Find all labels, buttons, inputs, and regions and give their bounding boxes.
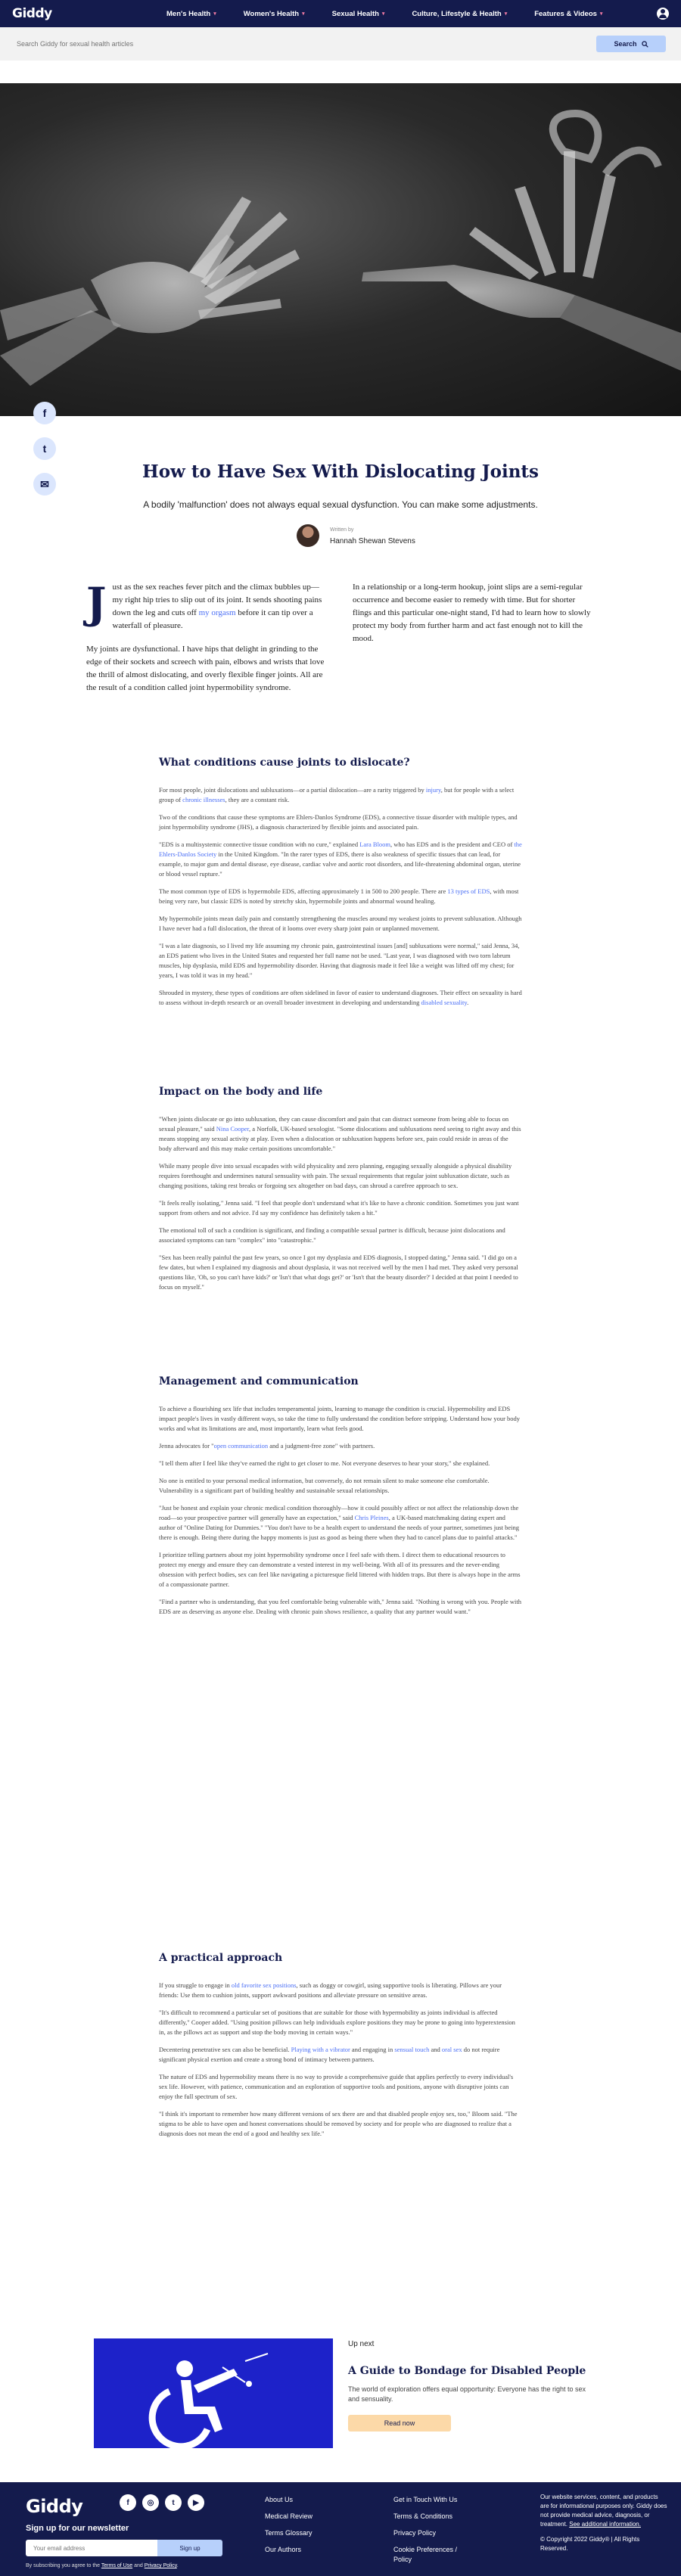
body-paragraph: The nature of EDS and hypermobility means there is no way to provide a comprehensive guide that applies perfectly to every individual's sex life. However, with patience, communication and an exploration of supportive tools and positions, anyone with disruptive joints can enjoy the full spectrum of sex. bbox=[159, 2073, 514, 2100]
footer-link-about-us[interactable]: About Us bbox=[265, 2496, 294, 2503]
terms-of-use-link[interactable]: Terms of Use bbox=[101, 2563, 133, 2568]
body-paragraph: "I was a late diagnosis, so I lived my life assuming my chronic pain, gastrointestinal issues [and] subluxations were normal," said Jenna, 34, an EDS patient who lives in the United States and requested her full name not be used. "Last year, I was diagnosed with two torn labrum muscles, hip dysplasia, mild EDS and hypermobility disorder. Having that diagnosis made it feel like a weight was lifted off my chest; for years, I was told it was in my head." bbox=[159, 942, 520, 979]
body-paragraph: The emotional toll of such a condition is significant, and finding a compatible sexual partner is difficult, because joint dislocations and associated symptoms can turn "complex" into "catastrophic." bbox=[159, 1226, 505, 1244]
body-paragraph: For most people, joint dislocations and subluxations—or a partial dislocation—are a rarity triggered by injury, but for people with a select group of chronic illnesses, they are a constant risk. bbox=[159, 786, 515, 803]
link-old-favorite-positions[interactable]: old favorite sex positions bbox=[231, 1981, 297, 1989]
section-heading-practical: A practical approach bbox=[159, 1952, 283, 1964]
search-button[interactable] bbox=[596, 36, 666, 52]
nav-item-label: Culture, Lifestyle & Health bbox=[412, 9, 502, 18]
body-paragraph: No one is entitled to your personal medical information, but conversely, do not remain silent to make someone else comfortable. Vulnerability is a significant part of building healthy and sustainable sexual relationships. bbox=[159, 1477, 490, 1494]
footer-logo[interactable]: Giddy bbox=[26, 2496, 83, 2517]
section-heading-conditions: What conditions cause joints to dislocate? bbox=[159, 757, 410, 769]
chevron-down-icon: ▾ bbox=[599, 11, 603, 17]
author-name[interactable]: Hannah Shewan Stevens bbox=[330, 537, 415, 545]
body-paragraph: "It's difficult to recommend a particular set of positions that are suitable for those with hypermobility as joints individual is affected differently," Cooper added. "Using position pillows can help individuals explore positions they may be prone to going into hyperextension in, as the pillows act as support and stop the body moving in certain ways." bbox=[159, 2009, 515, 2036]
search-bar bbox=[0, 27, 681, 61]
read-now-button[interactable]: Read now bbox=[348, 2415, 451, 2432]
nav-item-label: Sexual Health bbox=[331, 9, 379, 18]
link-oral-sex[interactable]: oral sex bbox=[441, 2046, 462, 2053]
newsletter-heading: Sign up for our newsletter bbox=[26, 2524, 129, 2533]
chevron-down-icon: ▾ bbox=[213, 11, 216, 17]
share-email-icon[interactable]: ✉ bbox=[33, 473, 56, 496]
footer-link-medical-review[interactable]: Medical Review bbox=[265, 2512, 313, 2520]
newsletter-terms: By subscribing you agree to the Terms of Use and Privacy Policy. bbox=[26, 2563, 179, 2568]
up-next-image[interactable] bbox=[94, 2338, 333, 2448]
body-paragraph: "I tell them after I feel like they've earned the right to get closer to me. Not everyone deserves to hear your story," she explained. bbox=[159, 1459, 490, 1467]
legal-disclaimer: Our website services, content, and products are for informational purposes only. Giddy does not provide medical advice, diagnosis, or treatment. See additional information. © Copyright 2022 Giddy® | All Rights Reserved. bbox=[540, 2494, 667, 2552]
nav-item-sexual-health[interactable] bbox=[332, 10, 385, 18]
newsletter-signup-button[interactable]: Sign up bbox=[157, 2540, 222, 2556]
facebook-icon[interactable]: f bbox=[120, 2494, 136, 2511]
body-paragraph: "EDS is a multisystemic connective tissue condition with no cure," explained Lara Bloom, who has EDS and is the president and CEO of the Ehlers-Danlos Society in the United Kingdom. "In the rarer types of EDS, there is also weakness of specific tissues that can lead, for example, to major gum and dental disease, eye disease, cardiac valve and aortic root disorders, and life-threatening abdominal organ, uterine or blood vessel rupture." bbox=[159, 841, 522, 878]
section-heading-management: Management and communication bbox=[159, 1375, 359, 1387]
section-body-impact bbox=[159, 1114, 522, 1300]
share-twitter-icon[interactable]: t bbox=[33, 437, 56, 460]
up-next-title[interactable]: A Guide to Bondage for Disabled People bbox=[348, 2365, 586, 2377]
link-open-communication[interactable]: open communication bbox=[213, 1442, 269, 1450]
nav-item-label: Men's Health bbox=[166, 9, 211, 18]
giddy-logo[interactable]: Giddy bbox=[12, 6, 52, 21]
body-paragraph: If you struggle to engage in old favorite sex positions, such as doggy or cowgirl, using supportive tools is liberating. Pillows are your friends: Use them to cushion joints, support awkward positions and alleviate pressure on sensitive areas. bbox=[159, 1981, 502, 1999]
footer-link-terms-conditions[interactable]: Terms & Conditions bbox=[393, 2512, 453, 2520]
body-paragraph: "Sex has been really painful the past few years, so once I got my dysplasia and EDS diagnosis, I stopped dating," Jenna said. "I did go on a few dates, but when I explained my diagnosis and about dysplasia, it was not received well by the men I had met. They asked very personal questions like, 'Oh, so you can't have kids?' or 'Isn't that what dogs get?' or 'Isn't that the beauty disorder?' I decided at that point I needed to focus on myself." bbox=[159, 1254, 518, 1291]
link-chronic-illnesses[interactable]: chronic illnesses bbox=[182, 796, 225, 803]
body-paragraph: Jenna advocates for "open communication and a judgment-free zone" with partners. bbox=[159, 1442, 375, 1450]
link-lara-bloom[interactable]: Lara Bloom bbox=[359, 841, 391, 848]
body-paragraph: "Find a partner who is understanding, that you feel comfortable being vulnerable with," Jenna said. "Nothing is wrong with you. People with EDS are as deserving as anyone else. Dealing with chronic pain shows resilience, a quality that any partner would want." bbox=[159, 1598, 521, 1615]
body-paragraph: "I think it's important to remember how many different versions of sex there are and that disabled people enjoy sex, too," Bloom said. "The stigma to be able to have open and honest conversations should be removed by society and for people who are diagnosed to realize that a diagnosis does not mean the end of a good and healthy sex life." bbox=[159, 2110, 518, 2137]
link-my-orgasm[interactable]: my orgasm bbox=[198, 608, 236, 617]
twitter-icon[interactable]: t bbox=[165, 2494, 182, 2511]
nav-item-features-videos[interactable] bbox=[534, 10, 602, 18]
article-title: How to Have Sex With Dislocating Joints bbox=[141, 461, 539, 482]
section-body-practical bbox=[159, 1981, 522, 2146]
search-input[interactable] bbox=[8, 35, 583, 53]
intro-paragraph: Just as the sex reaches fever pitch and the climax bubbles up—my right hip tries to slip out of its joint. It sends shooting pains down the leg and cuts off my orgasm before it can tip over a waterfall of pleasure. bbox=[86, 579, 322, 630]
chevron-down-icon: ▾ bbox=[302, 11, 305, 17]
up-next-label: Up next bbox=[348, 2340, 375, 2348]
account-icon[interactable] bbox=[657, 8, 669, 20]
search-button-label: Search bbox=[614, 40, 637, 48]
nav-item-label: Features & Videos bbox=[534, 9, 597, 18]
dropcap: J bbox=[86, 579, 107, 629]
body-paragraph: Decentering penetrative sex can also be beneficial. Playing with a vibrator and engaging in sensual touch and oral sex do not require significant physical exertion and create a strong bond of intimacy between partners. bbox=[159, 2046, 500, 2063]
youtube-icon[interactable]: ▶ bbox=[188, 2494, 204, 2511]
top-nav bbox=[0, 0, 681, 27]
body-paragraph: I prioritize telling partners about my joint hypermobility syndrome once I feel safe with them. I direct them to educational resources to protect my energy and ensure they can demonstrate a vested interest in my well-being. With all of its pressures and the never-ending obsession with perfect bodies, sex can feel like navigating a picturesque field littered with hidden traps. But there is always hope in the arms of a compassionate partner. bbox=[159, 1551, 521, 1588]
link-sensual-touch[interactable]: sensual touch bbox=[394, 2046, 430, 2053]
link-13-types-of-eds[interactable]: 13 types of EDS bbox=[447, 887, 490, 895]
link-ehlers-danlos-society[interactable]: the Ehlers-Danlos Society bbox=[159, 841, 522, 858]
intro-column-right bbox=[353, 581, 595, 645]
chevron-down-icon: ▾ bbox=[504, 11, 508, 17]
article-subtitle: A bodily 'malfunction' does not always equal sexual dysfunction. You can make some adjustments. bbox=[143, 499, 538, 510]
section-heading-impact: Impact on the body and life bbox=[159, 1086, 323, 1098]
section-body-management bbox=[159, 1404, 522, 1624]
body-paragraph: Two of the conditions that cause these symptoms are Ehlers-Danlos Syndrome (EDS), a connective tissue disorder with multiple types, and joint hypermobility syndrome (JHS), a diagnosis characterized by flexible joints and associated pain. bbox=[159, 813, 518, 831]
body-paragraph: While many people dive into sexual escapades with wild physicality and zero planning, engaging sexually alongside a physical disability requires forethought and undermines natural sensuality with pain. The sexual requirements that regular joint subluxation dictate, such as changing positions, taking rest breaks or forgoing sex altogether on bad days, can shroud a carefree approach to sex. bbox=[159, 1162, 512, 1189]
link-playing-with-vibrator[interactable]: Playing with a vibrator bbox=[291, 2046, 350, 2053]
body-paragraph: "When joints dislocate or go into subluxation, they can cause discomfort and pain that can distract someone from being able to focus on sexual pleasure," said Nina Cooper, a Norfolk, UK-based sexologist. "Some dislocations and subluxations need seeing to right away and this means stopping any sexual activity at play. Even when a dislocation or subluxation happens before sex, pain could reside in areas of the body afterward and this may make certain positions uncomfortable." bbox=[159, 1115, 521, 1152]
additional-information-link[interactable]: See additional information. bbox=[569, 2521, 641, 2528]
newsletter-email-input[interactable] bbox=[26, 2540, 157, 2556]
link-injury[interactable]: injury bbox=[425, 786, 441, 794]
nav-menu bbox=[166, 0, 602, 27]
link-nina-cooper[interactable]: Nina Cooper bbox=[216, 1125, 250, 1133]
link-disabled-sexuality[interactable]: disabled sexuality bbox=[421, 999, 468, 1006]
nav-item-culture-lifestyle[interactable] bbox=[412, 10, 507, 18]
footer-link-cookie-preferences[interactable]: Cookie Preferences / bbox=[393, 2546, 458, 2553]
search-icon bbox=[642, 41, 648, 48]
footer bbox=[0, 2482, 681, 2576]
nav-item-womens-health[interactable] bbox=[244, 10, 305, 18]
written-by-label: Written by bbox=[330, 527, 354, 533]
body-paragraph: To achieve a flourishing sex life that includes temperamental joints, learning to manage the condition is crucial. Hypermobility and EDS impact people's lives in vastly different ways, so take the time to fully understand the condition before stripping. Understand how your body works and what its limitations are and, most importantly, learn what feels good. bbox=[159, 1405, 521, 1432]
chevron-down-icon: ▾ bbox=[381, 11, 385, 17]
body-paragraph: Shrouded in mystery, these types of conditions are often sidelined in favor of easier to understand diagnoses. Their effect on sexuality is hard to assess without in-depth research or an overall broader investment in developing and understanding disabled sexuality. bbox=[159, 989, 522, 1006]
nav-item-label: Women's Health bbox=[243, 9, 300, 18]
copyright: © Copyright 2022 Giddy® | All Rights Reserved. bbox=[540, 2536, 640, 2552]
footer-link-cookie-policy[interactable]: Policy bbox=[393, 2556, 412, 2563]
intro-paragraph: My joints are dysfunctional. I have hips that delight in grinding to the edge of their sockets and screech with pain, elbows and wrists that love the thrill of almost dislocating, and overly flexible finger joints. All are the result of a condition called joint hypermobility syndrome. bbox=[86, 645, 325, 692]
footer-link-privacy-policy[interactable]: Privacy Policy bbox=[393, 2529, 437, 2537]
body-paragraph: "It feels really isolating," Jenna said. "I feel that people don't understand what it's like to have a chronic condition. Sometimes you just want support from others and not advice. I'd say my confidence has definitely taken a hit." bbox=[159, 1199, 519, 1217]
privacy-policy-link[interactable]: Privacy Policy bbox=[144, 2563, 177, 2568]
hero-xray-hands-image bbox=[0, 83, 681, 416]
section-body-conditions bbox=[159, 785, 522, 1015]
footer-link-terms-glossary[interactable]: Terms Glossary bbox=[265, 2529, 313, 2537]
footer-link-get-in-touch[interactable]: Get in Touch With Us bbox=[393, 2496, 458, 2503]
body-paragraph: The most common type of EDS is hypermobile EDS, affecting approximately 1 in 500 to 200 people. There are 13 types of EDS, with most being very rare, but classic EDS is noted by stretchy skin, hypermobile joints and abnormal wound healing. bbox=[159, 887, 519, 905]
body-paragraph: "Just be honest and explain your chronic medical condition thoroughly—how it could possibly affect or not affect the relationship down the road—so your prospective partner will generally have an expectation," said Chris Pleines, a UK-based matchmaking dating expert and author of "Online Dating for Dummies." "You don't have to be a health expert to understand the needs of your partner, sometimes just being there is enough. Being there during the happy moments is just as good as being there when they had to cancel plans due to painful attacks." bbox=[159, 1504, 520, 1541]
intro-paragraph: In a relationship or a long-term hookup, joint slips are a semi-regular occurrence and become easier to remedy with time. But for shorter flings and this particular one-night stand, I'd had to learn how to slowly protect my body from further harm and act fast enough not to kill the mood. bbox=[353, 583, 591, 643]
share-facebook-icon[interactable]: f bbox=[33, 402, 56, 424]
instagram-icon[interactable]: ◎ bbox=[142, 2494, 159, 2511]
link-chris-pleines[interactable]: Chris Pleines bbox=[354, 1514, 389, 1521]
body-paragraph: My hypermobile joints mean daily pain and constantly strengthening the muscles around my weakest joints to prevent subluxation. Although I have never had a full dislocation, the threat of it looms over every sharp joint pain or unplanned movement. bbox=[159, 915, 522, 932]
nav-item-mens-health[interactable] bbox=[166, 10, 216, 18]
footer-link-our-authors[interactable]: Our Authors bbox=[265, 2546, 302, 2553]
author-avatar bbox=[297, 524, 319, 547]
intro-column-left bbox=[86, 581, 328, 694]
up-next-description: The world of exploration offers equal opportunity: Everyone has the right to sex and sensuality. bbox=[348, 2385, 586, 2403]
